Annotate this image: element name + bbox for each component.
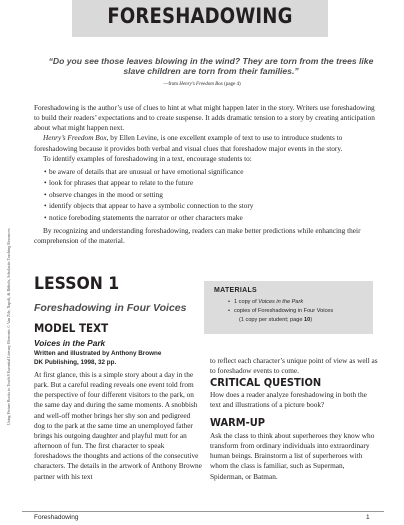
materials-page-number: 10 bbox=[304, 317, 311, 323]
epigraph-quote: “Do you see those leaves blowing in the wind? They are torn from the trees like slave children are torn from their families.” bbox=[48, 56, 374, 77]
model-text-body: At first glance, this is a simple story about a day in the park. But a careful reading reveals one event told from the perspective of four different visitors to the park, on the same day and during the same moments. A snobbish and well-off mother brings her shy son and pedigreed dog to the park at the same time an unemployed father brings his outgoing daughter and playful mutt for an afternoon of fun. The first character to speak foreshadows the thoughts and actions of the consecutive characters. The details in the artwork of Anthony Browne partner with his text bbox=[34, 370, 202, 481]
side-credit bbox=[2, 150, 10, 425]
footer-section-name: Foreshadowing bbox=[34, 514, 79, 521]
materials-item: • copies of Foreshadowing in Four Voices bbox=[234, 307, 333, 316]
author-line: Written and illustrated by Anthony Browne bbox=[34, 350, 162, 357]
intro-section bbox=[34, 103, 379, 246]
page-number: 1 bbox=[366, 514, 370, 521]
foreshadowing-tips-list bbox=[34, 167, 379, 224]
model-text-continued: to reflect each character’s unique point of view as well as to foreshadow events to come. bbox=[210, 356, 378, 376]
epigraph-source-prefix: —from bbox=[163, 82, 180, 87]
materials-book-title: Voices in the Park bbox=[258, 299, 304, 305]
list-item: • look for phrases that appear to relate to the future bbox=[34, 178, 379, 189]
intro-paragraph-1: Foreshadowing is the author’s use of clues to hint at what might happen later in the story. Writers use foreshadowing to build their readers’ expectations and to create suspense. It adds dramatic tension to a story by creating anticipation about what might happen next. bbox=[34, 103, 375, 133]
intro-paragraph-3: To identify examples of foreshadowing in a text, encourage students to: bbox=[43, 153, 252, 163]
materials-item bbox=[234, 298, 333, 307]
critical-question-body: How does a reader analyze foreshadowing in both the text and illustrations of a picture book? bbox=[210, 390, 367, 410]
epigraph-source-suffix: (page 4) bbox=[222, 82, 241, 87]
materials-title: MATERIALS bbox=[214, 287, 258, 294]
warm-up-body: Ask the class to think about superheroes they know who transform from ordinary individuals into extraordinary human beings. Brainstorm a list of superheroes with whom the class is familiar, such as Superman, Spiderman, or Batman. bbox=[210, 431, 375, 481]
model-book-title: Voices in the Park bbox=[34, 338, 106, 348]
list-item: • identify objects that appear to have a symbolic connection to the story bbox=[34, 201, 379, 212]
footer-divider bbox=[22, 511, 384, 512]
intro-book-title: Henry’s Freedom Box bbox=[43, 133, 107, 143]
warm-up-heading: WARM-UP bbox=[210, 416, 266, 429]
side-credit-text: Using Picture Books to Teach 8 Essential Literary Elements © Van Zile, Napoli, & Ritholz, Scholastic Teaching Resources bbox=[6, 228, 11, 425]
intro-paragraph-4: By recognizing and understanding foreshadowing, readers can make better predictions while enhancing their comprehension of the material. bbox=[34, 225, 361, 246]
list-item: • notice foreboding statements the narrator or other characters make bbox=[34, 213, 379, 224]
publisher-line: DK Publishing, 1998, 32 pp. bbox=[34, 359, 117, 367]
list-item: • be aware of details that are unusual or have emotional significance bbox=[34, 167, 379, 178]
materials-list bbox=[234, 298, 333, 325]
materials-item-text: ) bbox=[310, 317, 313, 323]
critical-question-heading: CRITICAL QUESTION bbox=[210, 376, 322, 389]
materials-item-continued bbox=[234, 316, 333, 325]
list-item: • observe changes in the mood or setting bbox=[34, 190, 379, 201]
model-book-meta bbox=[34, 349, 161, 368]
intro-paragraph-2-text: , by Ellen Levine, is one excellent example of text to use to introduce students to foreshadowing because it provides both verbal and visual clues that foreshadow major events in the story. bbox=[34, 133, 343, 153]
epigraph-source bbox=[0, 82, 404, 87]
lesson-heading: LESSON 1 bbox=[34, 274, 120, 294]
model-text-heading: MODEL TEXT bbox=[34, 321, 109, 335]
lesson-subtitle: Foreshadowing in Four Voices bbox=[34, 302, 187, 314]
page-title: FORESHADOWING bbox=[107, 4, 293, 28]
materials-item-text: (1 copy per student; page bbox=[239, 317, 304, 323]
intro-paragraph-2 bbox=[34, 133, 379, 153]
epigraph-source-title: Henry’s Freedom Box bbox=[179, 82, 223, 87]
materials-item-text: 1 copy of bbox=[234, 299, 259, 305]
